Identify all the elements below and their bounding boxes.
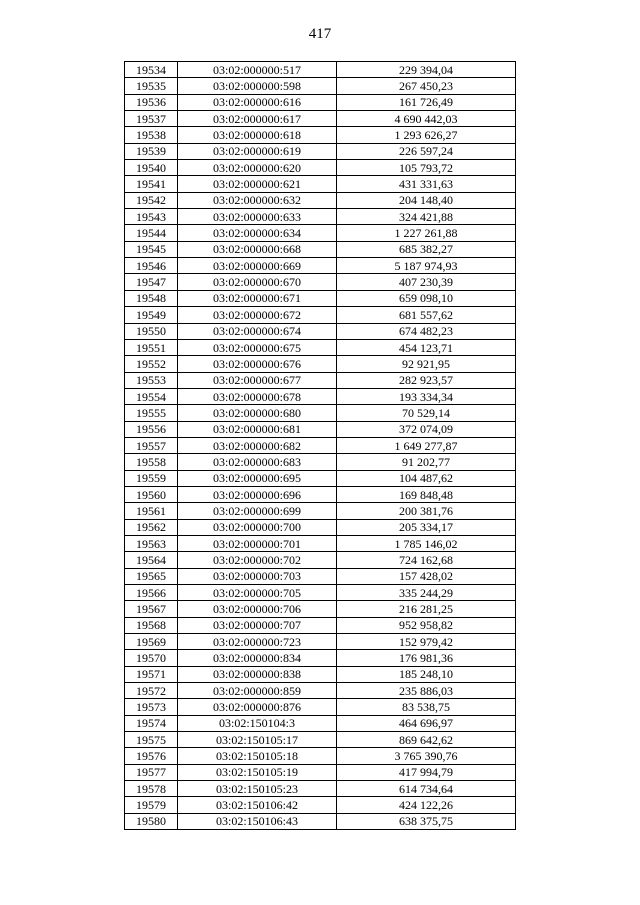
row-number-cell: 19543	[125, 209, 178, 225]
table-row	[125, 748, 516, 764]
table-row	[125, 62, 516, 78]
cadastral-value-cell: 869 642,62	[337, 732, 516, 748]
row-number-cell: 19580	[125, 813, 178, 829]
cadastral-value-cell: 229 394,04	[337, 62, 516, 78]
table-row	[125, 764, 516, 780]
row-number-cell: 19549	[125, 307, 178, 323]
cadastral-value-cell: 3 765 390,76	[337, 748, 516, 764]
table-row	[125, 535, 516, 551]
table-row	[125, 225, 516, 241]
row-number-cell: 19553	[125, 372, 178, 388]
row-number-cell: 19535	[125, 78, 178, 94]
cadastral-number-cell: 03:02:150105:18	[178, 748, 337, 764]
cadastral-value-cell: 454 123,71	[337, 339, 516, 355]
cadastral-number-cell: 03:02:000000:723	[178, 634, 337, 650]
table-row	[125, 209, 516, 225]
table-body	[125, 62, 516, 830]
table-row	[125, 143, 516, 159]
table-row	[125, 437, 516, 453]
cadastral-number-cell: 03:02:000000:674	[178, 323, 337, 339]
table-row	[125, 274, 516, 290]
cadastral-value-cell: 4 690 442,03	[337, 111, 516, 127]
row-number-cell: 19575	[125, 732, 178, 748]
table-row	[125, 568, 516, 584]
cadastral-value-cell: 176 981,36	[337, 650, 516, 666]
row-number-cell: 19573	[125, 699, 178, 715]
cadastral-number-cell: 03:02:000000:517	[178, 62, 337, 78]
table-row	[125, 699, 516, 715]
cadastral-value-cell: 724 162,68	[337, 552, 516, 568]
row-number-cell: 19570	[125, 650, 178, 666]
cadastral-value-cell: 70 529,14	[337, 405, 516, 421]
cadastral-number-cell: 03:02:000000:616	[178, 94, 337, 110]
cadastral-number-cell: 03:02:000000:634	[178, 225, 337, 241]
cadastral-number-cell: 03:02:000000:706	[178, 601, 337, 617]
cadastral-value-cell: 216 281,25	[337, 601, 516, 617]
cadastral-number-cell: 03:02:000000:633	[178, 209, 337, 225]
row-number-cell: 19578	[125, 781, 178, 797]
cadastral-value-cell: 83 538,75	[337, 699, 516, 715]
cadastral-value-cell: 205 334,17	[337, 519, 516, 535]
cadastral-value-cell: 161 726,49	[337, 94, 516, 110]
cadastral-number-cell: 03:02:000000:617	[178, 111, 337, 127]
row-number-cell: 19555	[125, 405, 178, 421]
cadastral-number-cell: 03:02:150106:42	[178, 797, 337, 813]
row-number-cell: 19561	[125, 503, 178, 519]
row-number-cell: 19568	[125, 617, 178, 633]
cadastral-value-cell: 638 375,75	[337, 813, 516, 829]
cadastral-value-cell: 324 421,88	[337, 209, 516, 225]
cadastral-number-cell: 03:02:000000:702	[178, 552, 337, 568]
table-row	[125, 192, 516, 208]
row-number-cell: 19579	[125, 797, 178, 813]
cadastral-value-cell: 1 293 626,27	[337, 127, 516, 143]
table-row	[125, 111, 516, 127]
cadastral-value-cell: 105 793,72	[337, 160, 516, 176]
cadastral-number-cell: 03:02:000000:703	[178, 568, 337, 584]
cadastral-number-cell: 03:02:000000:682	[178, 437, 337, 453]
row-number-cell: 19559	[125, 470, 178, 486]
table-row	[125, 94, 516, 110]
cadastral-value-cell: 235 886,03	[337, 683, 516, 699]
cadastral-number-cell: 03:02:000000:678	[178, 388, 337, 404]
cadastral-value-cell: 226 597,24	[337, 143, 516, 159]
cadastral-value-cell: 407 230,39	[337, 274, 516, 290]
row-number-cell: 19566	[125, 585, 178, 601]
cadastral-number-cell: 03:02:000000:677	[178, 372, 337, 388]
row-number-cell: 19537	[125, 111, 178, 127]
cadastral-value-cell: 267 450,23	[337, 78, 516, 94]
row-number-cell: 19576	[125, 748, 178, 764]
cadastral-number-cell: 03:02:000000:620	[178, 160, 337, 176]
row-number-cell: 19556	[125, 421, 178, 437]
cadastral-number-cell: 03:02:000000:670	[178, 274, 337, 290]
row-number-cell: 19577	[125, 764, 178, 780]
cadastral-value-cell: 91 202,77	[337, 454, 516, 470]
cadastral-number-cell: 03:02:150105:23	[178, 781, 337, 797]
row-number-cell: 19551	[125, 339, 178, 355]
row-number-cell: 19546	[125, 258, 178, 274]
cadastral-value-cell: 5 187 974,93	[337, 258, 516, 274]
cadastral-number-cell: 03:02:000000:676	[178, 356, 337, 372]
row-number-cell: 19557	[125, 437, 178, 453]
cadastral-value-cell: 157 428,02	[337, 568, 516, 584]
table-row	[125, 634, 516, 650]
row-number-cell: 19562	[125, 519, 178, 535]
table-row	[125, 797, 516, 813]
cadastral-number-cell: 03:02:000000:700	[178, 519, 337, 535]
cadastral-value-cell: 417 994,79	[337, 764, 516, 780]
cadastral-number-cell: 03:02:000000:672	[178, 307, 337, 323]
cadastral-value-cell: 335 244,29	[337, 585, 516, 601]
cadastral-value-cell: 92 921,95	[337, 356, 516, 372]
table-row	[125, 307, 516, 323]
table-row	[125, 339, 516, 355]
row-number-cell: 19552	[125, 356, 178, 372]
cadastral-number-cell: 03:02:150104:3	[178, 715, 337, 731]
cadastral-value-cell: 169 848,48	[337, 486, 516, 502]
cadastral-value-cell: 152 979,42	[337, 634, 516, 650]
cadastral-number-cell: 03:02:150106:43	[178, 813, 337, 829]
cadastral-number-cell: 03:02:000000:683	[178, 454, 337, 470]
row-number-cell: 19536	[125, 94, 178, 110]
cadastral-value-cell: 952 958,82	[337, 617, 516, 633]
cadastral-value-cell: 424 122,26	[337, 797, 516, 813]
row-number-cell: 19540	[125, 160, 178, 176]
cadastral-number-cell: 03:02:000000:598	[178, 78, 337, 94]
table-row	[125, 454, 516, 470]
table-row	[125, 388, 516, 404]
row-number-cell: 19563	[125, 535, 178, 551]
cadastral-number-cell: 03:02:000000:838	[178, 666, 337, 682]
row-number-cell: 19564	[125, 552, 178, 568]
cadastral-number-cell: 03:02:000000:834	[178, 650, 337, 666]
cadastral-value-cell: 200 381,76	[337, 503, 516, 519]
cadastral-number-cell: 03:02:000000:669	[178, 258, 337, 274]
cadastral-value-cell: 193 334,34	[337, 388, 516, 404]
table-row	[125, 666, 516, 682]
cadastral-value-cell: 431 331,63	[337, 176, 516, 192]
table-row	[125, 470, 516, 486]
table-row	[125, 372, 516, 388]
cadastral-value-cell: 464 696,97	[337, 715, 516, 731]
row-number-cell: 19545	[125, 241, 178, 257]
cadastral-value-cell: 372 074,09	[337, 421, 516, 437]
row-number-cell: 19534	[125, 62, 178, 78]
cadastral-number-cell: 03:02:000000:701	[178, 535, 337, 551]
cadastral-value-cell: 1 785 146,02	[337, 535, 516, 551]
table-row	[125, 715, 516, 731]
cadastral-value-cell: 185 248,10	[337, 666, 516, 682]
cadastral-value-cell: 685 382,27	[337, 241, 516, 257]
table-row	[125, 160, 516, 176]
cadastral-number-cell: 03:02:000000:707	[178, 617, 337, 633]
cadastral-number-cell: 03:02:150105:19	[178, 764, 337, 780]
cadastral-value-cell: 659 098,10	[337, 290, 516, 306]
table-row	[125, 519, 516, 535]
table-row	[125, 617, 516, 633]
row-number-cell: 19572	[125, 683, 178, 699]
table-row	[125, 78, 516, 94]
row-number-cell: 19541	[125, 176, 178, 192]
page-number: 417	[308, 26, 332, 42]
table-row	[125, 258, 516, 274]
row-number-cell: 19567	[125, 601, 178, 617]
row-number-cell: 19558	[125, 454, 178, 470]
row-number-cell: 19547	[125, 274, 178, 290]
row-number-cell: 19542	[125, 192, 178, 208]
cadastral-number-cell: 03:02:000000:705	[178, 585, 337, 601]
cadastral-number-cell: 03:02:000000:859	[178, 683, 337, 699]
cadastral-value-cell: 204 148,40	[337, 192, 516, 208]
cadastral-value-cell: 282 923,57	[337, 372, 516, 388]
table-row	[125, 486, 516, 502]
row-number-cell: 19571	[125, 666, 178, 682]
row-number-cell: 19569	[125, 634, 178, 650]
cadastral-number-cell: 03:02:000000:680	[178, 405, 337, 421]
row-number-cell: 19544	[125, 225, 178, 241]
cadastral-value-table	[124, 61, 516, 830]
table-row	[125, 552, 516, 568]
row-number-cell: 19565	[125, 568, 178, 584]
cadastral-number-cell: 03:02:000000:632	[178, 192, 337, 208]
table-row	[125, 356, 516, 372]
table-row	[125, 683, 516, 699]
cadastral-value-cell: 614 734,64	[337, 781, 516, 797]
cadastral-value-cell: 681 557,62	[337, 307, 516, 323]
table-row	[125, 585, 516, 601]
table-row	[125, 323, 516, 339]
cadastral-number-cell: 03:02:000000:699	[178, 503, 337, 519]
cadastral-number-cell: 03:02:000000:681	[178, 421, 337, 437]
table-row	[125, 503, 516, 519]
cadastral-number-cell: 03:02:000000:618	[178, 127, 337, 143]
row-number-cell: 19574	[125, 715, 178, 731]
row-number-cell: 19548	[125, 290, 178, 306]
row-number-cell: 19550	[125, 323, 178, 339]
table-row	[125, 813, 516, 829]
row-number-cell: 19554	[125, 388, 178, 404]
table-row	[125, 241, 516, 257]
cadastral-value-cell: 104 487,62	[337, 470, 516, 486]
cadastral-value-cell: 1 227 261,88	[337, 225, 516, 241]
cadastral-number-cell: 03:02:000000:695	[178, 470, 337, 486]
table-row	[125, 176, 516, 192]
row-number-cell: 19539	[125, 143, 178, 159]
table-row	[125, 290, 516, 306]
cadastral-number-cell: 03:02:000000:675	[178, 339, 337, 355]
cadastral-number-cell: 03:02:000000:876	[178, 699, 337, 715]
cadastral-value-cell: 1 649 277,87	[337, 437, 516, 453]
table-row	[125, 601, 516, 617]
cadastral-number-cell: 03:02:000000:619	[178, 143, 337, 159]
table-row	[125, 405, 516, 421]
table-row	[125, 421, 516, 437]
cadastral-number-cell: 03:02:000000:696	[178, 486, 337, 502]
row-number-cell: 19538	[125, 127, 178, 143]
table-row	[125, 650, 516, 666]
cadastral-number-cell: 03:02:150105:17	[178, 732, 337, 748]
cadastral-value-cell: 674 482,23	[337, 323, 516, 339]
table-row	[125, 781, 516, 797]
table-row	[125, 732, 516, 748]
cadastral-number-cell: 03:02:000000:671	[178, 290, 337, 306]
table-row	[125, 127, 516, 143]
cadastral-number-cell: 03:02:000000:668	[178, 241, 337, 257]
row-number-cell: 19560	[125, 486, 178, 502]
cadastral-number-cell: 03:02:000000:621	[178, 176, 337, 192]
